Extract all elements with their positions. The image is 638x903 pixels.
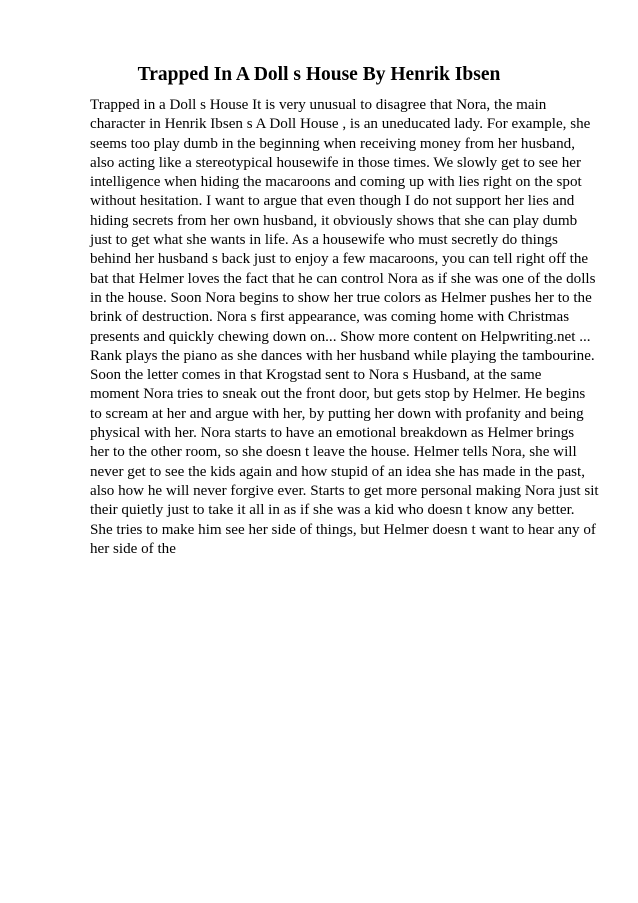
document-title: Trapped In A Doll s House By Henrik Ibsen: [137, 64, 501, 85]
body-line: never get to see the kids again and how stupid of an idea she has made in the past,: [90, 463, 586, 480]
body-line: her to the other room, so she doesn t leave the house. Helmer tells Nora, she will: [90, 444, 577, 461]
body-line: in the house. Soon Nora begins to show her true colors as Helmer pushes her to the: [90, 289, 592, 306]
body-line: brink of destruction. Nora s first appearance, was coming home with Christmas: [90, 309, 570, 326]
body-line: also how he will never forgive ever. Starts to get more personal making Nora just sit: [90, 482, 599, 499]
body-line: She tries to make him see her side of things, but Helmer doesn t want to hear any of: [90, 521, 596, 538]
body-line: hiding secrets from her own husband, it obviously shows that she can play dumb: [90, 212, 578, 229]
body-line: her side of the: [90, 540, 176, 557]
body-line: to scream at her and argue with her, by putting her down with profanity and being: [90, 405, 584, 422]
body-line: Soon the letter comes in that Krogstad sent to Nora s Husband, at the same: [90, 367, 542, 384]
body-line: character in Henrik Ibsen s A Doll House , is an uneducated lady. For example, she: [90, 116, 591, 133]
body-line: bat that Helmer loves the fact that he can control Nora as if she was one of the dolls: [90, 270, 596, 287]
body-line: moment Nora tries to sneak out the front door, but gets stop by Helmer. He begins: [90, 386, 586, 403]
body-line: just to get what she wants in life. As a housewife who must secretly do things: [90, 232, 558, 249]
body-line: without hesitation. I want to argue that even though I do not support her lies and: [90, 193, 575, 210]
body-line: intelligence when hiding the macaroons and coming up with lies right on the spot: [90, 174, 582, 191]
body-line: Rank plays the piano as she dances with her husband while playing the tambourine.: [90, 347, 595, 364]
body-line: seems too play dumb in the beginning when receiving money from her husband,: [90, 135, 575, 152]
body-line: behind her husband s back just to enjoy a few macaroons, you can tell right off the: [90, 251, 589, 268]
body-line: presents and quickly chewing down on... Show more content on Helpwriting.net ...: [90, 328, 591, 345]
document-body: [90, 96, 599, 559]
body-line: their quietly just to take it all in as if she was a kid who doesn t know any better.: [90, 502, 575, 519]
body-line: physical with her. Nora starts to have an emotional breakdown as Helmer brings: [90, 425, 575, 442]
body-line: also acting like a stereotypical housewife in those times. We slowly get to see her: [90, 154, 582, 171]
body-line: Trapped in a Doll s House It is very unusual to disagree that Nora, the main: [90, 97, 547, 113]
